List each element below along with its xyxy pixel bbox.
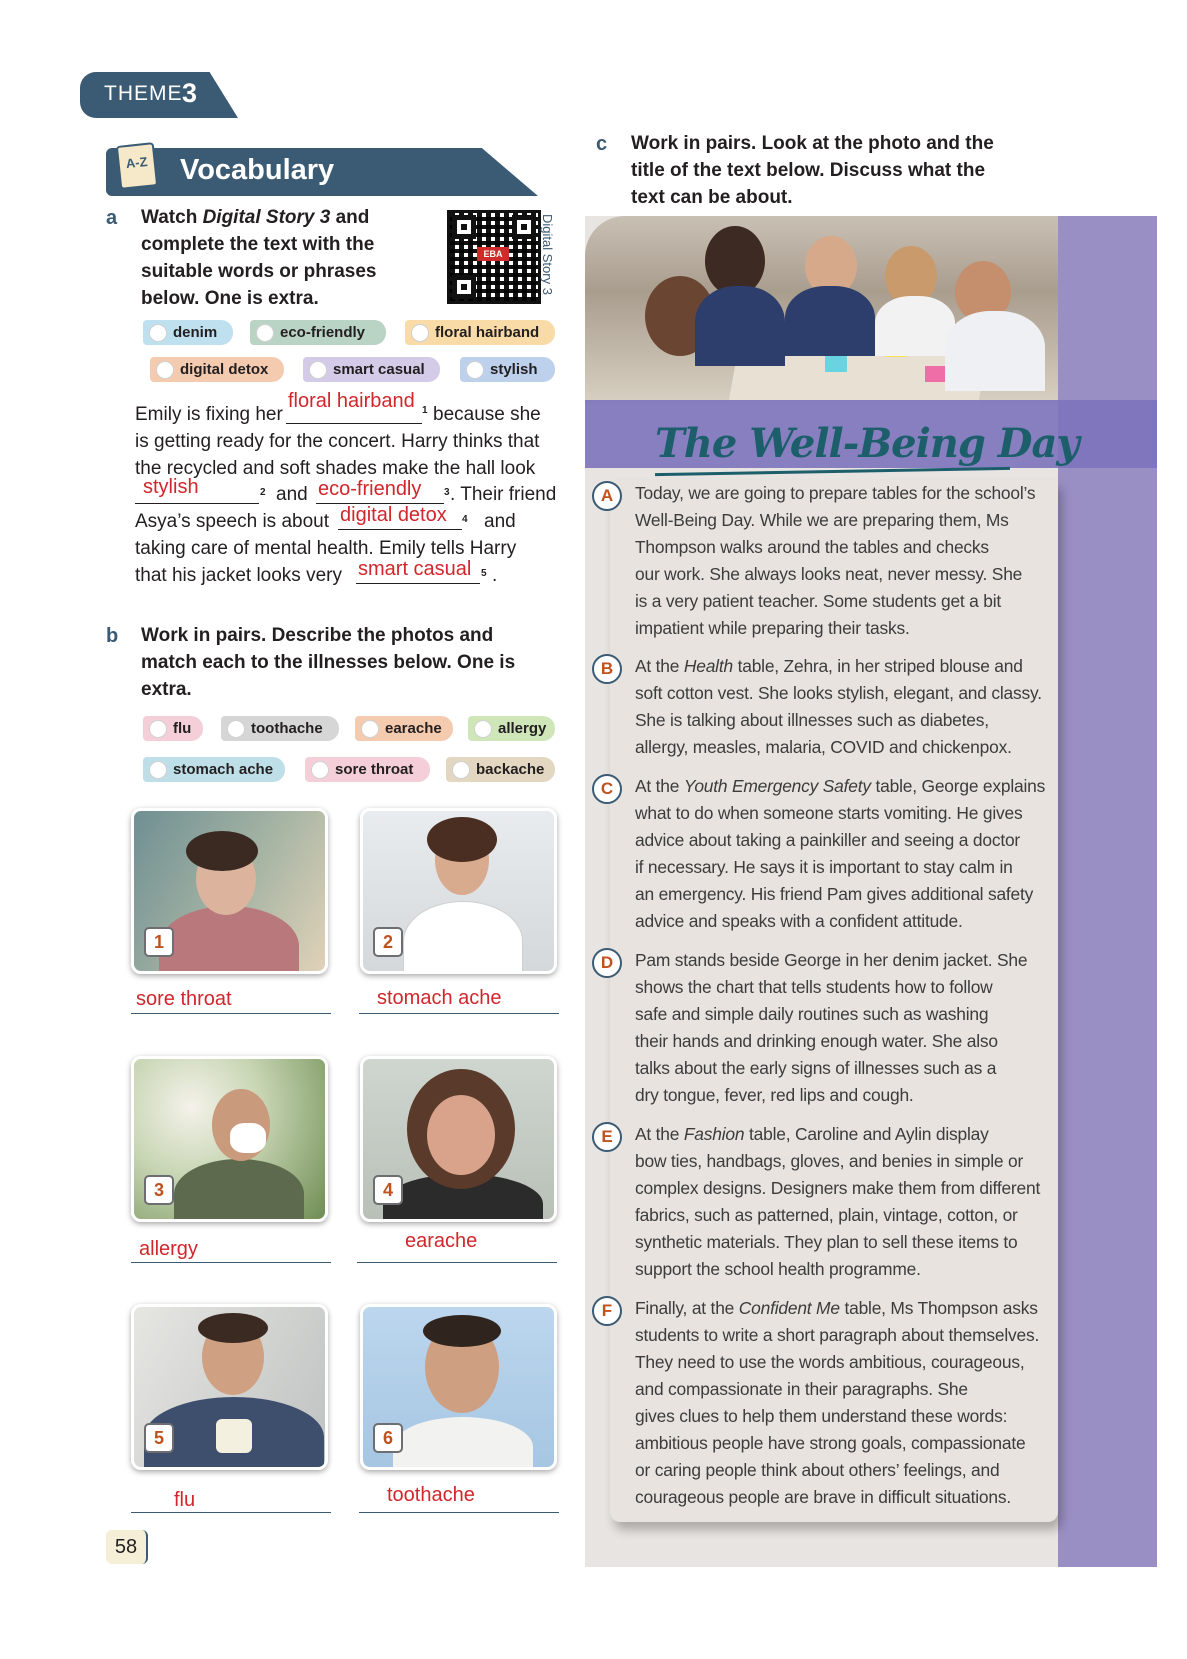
answer-line (131, 1013, 331, 1014)
answer-line (357, 1262, 557, 1263)
reading-title: The Well-Being Day (655, 420, 1079, 467)
paragraph-d: Pam stands beside George in her denim jacket. She shows the chart that tells students how to follow safe and simple daily routines such as washing their hands and drinking enough water. She also talks about the early signs of illnesses such as a dry tongue, fever, red lips and cough. (635, 950, 1028, 1105)
illness-chip-flu: flu (143, 716, 203, 741)
photo-answer: sore throat (136, 988, 232, 1010)
word-chip-digital-detox: digital detox (150, 357, 284, 382)
theme-number: 3 (182, 78, 198, 108)
photo-number: 1 (144, 927, 174, 957)
text-line: and (276, 484, 308, 505)
answer-line (359, 1013, 559, 1014)
photo-number: 4 (373, 1175, 403, 1205)
word-chip-floral-hairband: floral hairband (405, 320, 555, 345)
blank-line (338, 529, 462, 530)
illness-chip-allergy: allergy (468, 716, 555, 741)
superscript-3: 3 (444, 487, 450, 498)
photo-answer: toothache (387, 1484, 475, 1506)
paragraph-f: Finally, at the Confident Me table, Ms Thompson asks students to write a short paragraph about themselves. They need to use the words ambitious, courageous, and compassionate in their paragraphs. She gives clues to help them understand these words: ambitious people have strong goals, compassionate or caring people think about others’ feelings, and courageous people are brave in difficult situations. (635, 1298, 1040, 1507)
paragraph-c: At the Youth Emergency Safety table, George explains what to do when someone starts vomiting. He gives advice about taking a painkiller and seeing a doctor if necessary. He says it is important to stay calm in an emergency. His friend Pam gives additional safety advice and speaks with a confident attitude. (635, 776, 1046, 931)
answer-4: digital detox (340, 504, 447, 526)
illness-chip-earache: earache (355, 716, 453, 741)
text-line: Asya’s speech is about (135, 511, 329, 532)
text-line: . Their friend (450, 484, 557, 505)
paragraph-letter-b: B (592, 654, 622, 684)
photo-answer: flu (174, 1489, 196, 1511)
answer-line (131, 1262, 331, 1263)
a-z-book-icon: A-Z (116, 142, 158, 190)
paragraph-letter-c: C (592, 774, 622, 804)
text-line: because she (433, 404, 541, 425)
section-a-letter: a (106, 207, 118, 229)
paragraph-a: Today, we are going to prepare tables for the school’s Well-Being Day. While we are preparing them, Ms Thompson walks around the tables and checks our work. She always looks neat, never messy. She is a very patient teacher. Some students get a bit impatient while preparing their tasks. (635, 483, 1036, 638)
photo-answer: earache (405, 1230, 478, 1252)
illness-chip-sore-throat: sore throat (305, 757, 430, 782)
section-c-instruction: Work in pairs. Look at the photo and the title of the text below. Discuss what the text can be about. (631, 133, 994, 208)
text-line: the recycled and soft shades make the hall look (135, 458, 536, 479)
photo-earache (360, 1056, 557, 1222)
text-line: Emily is fixing her (135, 404, 283, 425)
photo-number: 5 (144, 1423, 174, 1453)
paragraph-letter-a: A (592, 481, 622, 511)
word-chip-eco-friendly: eco-friendly (250, 320, 386, 345)
photo-answer: allergy (139, 1238, 198, 1260)
photo-number: 2 (373, 927, 403, 957)
paragraph-e: At the Fashion table, Caroline and Aylin display bow ties, handbags, gloves, and benies in simple or complex designs. Designers make them from different fabrics, such as patterned, plain, vintage, cotton, or synthetic materials. They plan to sell these items to support the school health programme. (635, 1124, 1041, 1279)
word-chip-stylish: stylish (460, 357, 555, 382)
illness-chip-toothache: toothache (221, 716, 339, 741)
paragraph-b: At the Health table, Zehra, in her striped blouse and soft cotton vest. She looks stylish, elegant, and classy. She is talking about illnesses such as diabetes, allergy, measles, malaria, COVID and chickenpox. (635, 656, 1042, 757)
photo-allergy (131, 1056, 328, 1222)
section-b-instruction: Work in pairs. Describe the photos and match each to the illnesses below. One is extra. (141, 625, 516, 700)
illness-chip-stomach-ache: stomach ache (143, 757, 285, 782)
section-c-letter: c (596, 133, 608, 155)
superscript-1: 1 (422, 405, 428, 416)
paragraph-letter-f: F (592, 1296, 622, 1326)
photo-answer: stomach ache (377, 987, 502, 1009)
theme-label: THEME (104, 82, 183, 105)
superscript-2: 2 (260, 487, 266, 498)
photo-sore-throat (131, 808, 328, 974)
answer-3: eco-friendly (318, 478, 422, 500)
text-line: that his jacket looks very (135, 565, 342, 586)
blank-line (356, 583, 480, 584)
superscript-4: 4 (462, 514, 468, 525)
classroom-photo (585, 216, 1058, 404)
blank-line (286, 423, 422, 424)
text-line: is getting ready for the concert. Harry thinks that (135, 431, 540, 452)
paragraph-letter-e: E (592, 1122, 622, 1152)
qr-badge-logo: EBA (477, 247, 509, 261)
answer-line (131, 1512, 331, 1513)
paragraph-letter-d: D (592, 948, 622, 978)
superscript-5: 5 (481, 568, 487, 579)
answer-5: smart casual (358, 558, 472, 580)
text-line: and (484, 511, 516, 532)
section-b-letter: b (106, 625, 119, 647)
answer-1: floral hairband (288, 390, 415, 412)
word-chip-denim: denim (143, 320, 233, 345)
answer-line (359, 1512, 559, 1513)
photo-number: 6 (373, 1423, 403, 1453)
text-line: . (492, 565, 498, 586)
word-chip-smart-casual: smart casual (303, 357, 440, 382)
blank-line (135, 503, 259, 504)
qr-side-label: Digital Story 3 (540, 214, 555, 295)
vocabulary-title: Vocabulary (180, 154, 335, 186)
page-number: 58 (106, 1530, 148, 1564)
section-a-instruction: Watch Digital Story 3 and complete the text with the suitable words or phrases below. One is extra. (141, 207, 377, 309)
photo-number: 3 (144, 1175, 174, 1205)
photo-flu (131, 1304, 328, 1470)
text-line: taking care of mental health. Emily tells Harry (135, 538, 517, 559)
photo-toothache (360, 1304, 557, 1470)
illness-chip-backache: backache (446, 757, 555, 782)
answer-2: stylish (143, 476, 199, 498)
photo-stomach-ache (360, 808, 557, 974)
